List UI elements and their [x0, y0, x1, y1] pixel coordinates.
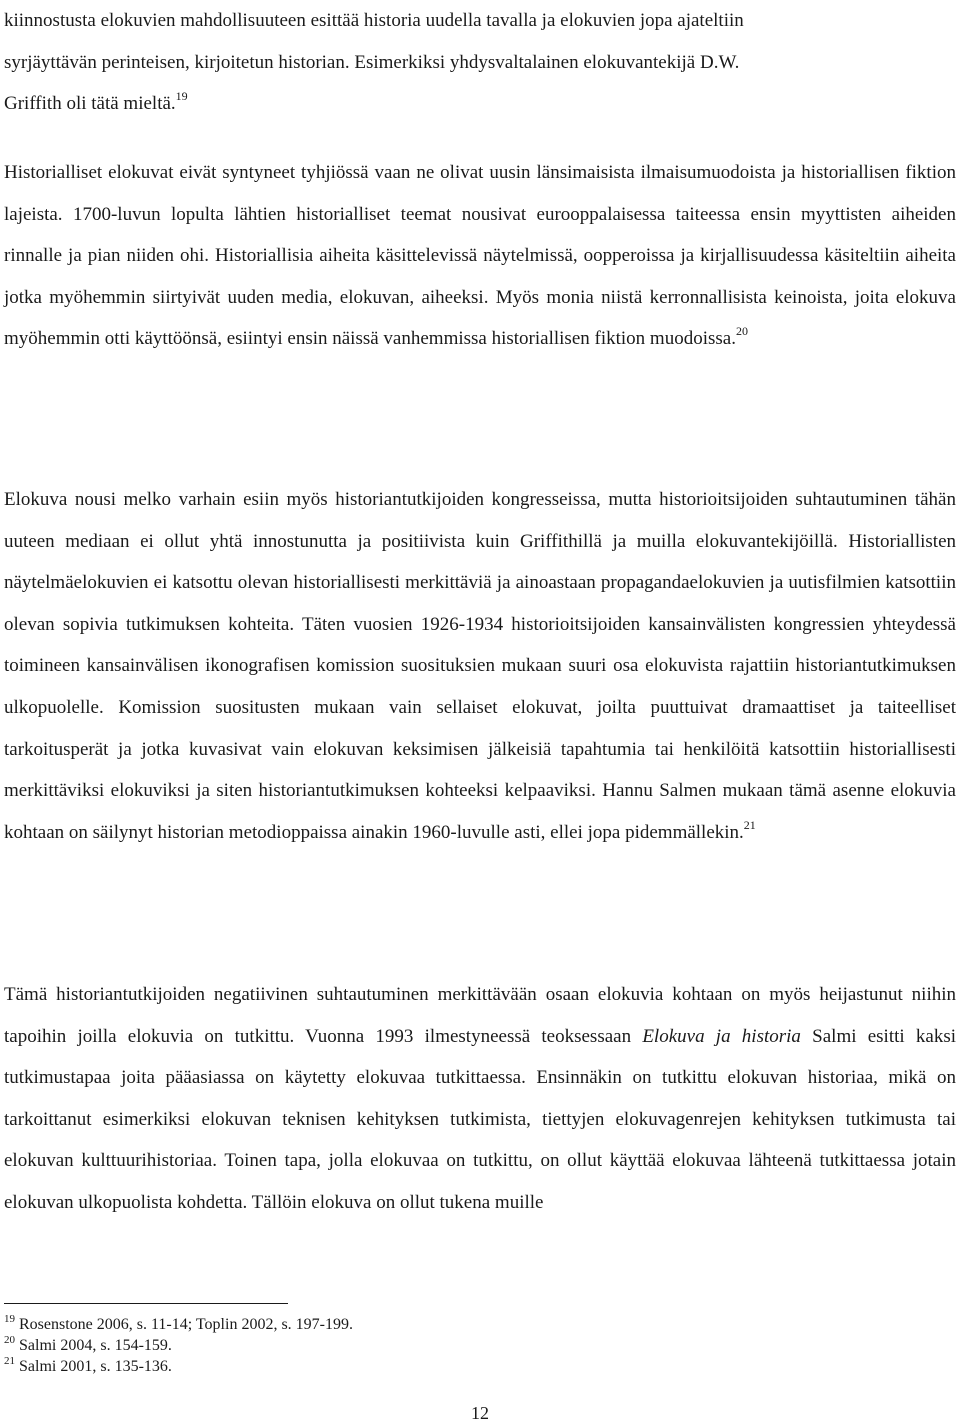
paragraph-3	[4, 479, 956, 853]
footnote-text: Rosenstone 2006, s. 11-14; Toplin 2002, s. 197-199.	[19, 1316, 353, 1333]
page-number: 12	[471, 1403, 489, 1423]
footnote-ref-21: 21	[743, 817, 756, 832]
paragraph-4	[4, 974, 956, 1224]
paragraph-4-text-after-title: Salmi esitti kaksi tutkimustapaa joita pääasiassa on käytetty elokuvaa tutkittaessa. Ensinnäkin on tutkittu elokuvan historiaa, mikä on tarkoittanut esimerkiksi elokuvan teknisen kehityksen tutkimista, tiettyjen elokuvagenrejen kehityksen tutkimusta tai elokuvan kulttuurihistoriaa. Toinen tapa, jolla elokuvaa on tutkittu, on ollut käyttää elokuvaa lähteenä tutkittaessa jotain elokuvan ulkopuolista kohdetta. Tällöin elokuva on ollut tukena muille	[4, 1025, 957, 1213]
paragraph-3-text: Elokuva nousi melko varhain esiin myös historiantutkijoiden kongresseissa, mutta historioitsijoiden suhtautuminen tähän uuteen mediaan ei ollut yhtä innostunutta ja positiivista kuin Griffithillä ja muilla elokuvantekijöillä. Historiallisten näytelmäelokuvien ei katsottu olevan historiallisesti merkittäviä ja ainoastaan propagandaelokuvien ja uutisfilmien katsottiin olevan sopivia tutkimuksen kohteita. Täten vuosien 1926-1934 historioitsijoiden kansainvälisten kongressien yhteydessä toimineen kansainvälisen ikonografisen komission suosituksien mukaan suuri osa elokuvista rajattiin historiantutkimuksen ulkopuolelle. Komission suositusten mukaan vain sellaiset elokuvat, joilta puuttuivat dramaattiset ja taiteelliset tarkoitusperät ja jotka kuvasivat vain elokuvan keksimisen jälkeisiä tapahtumia tai henkilöitä katsottiin historiallisesti merkittäviksi elokuviksi ja siten historiantutkimuksen kohteeksi kelpaaviksi. Hannu Salmen mukaan tämä asenne elokuvia kohtaan on säilynyt historian metodioppaissa ainakin 1960-luvulle asti, ellei jopa pidemmällekin.	[4, 489, 956, 843]
footnote-21	[4, 1356, 704, 1377]
paragraph-4-text-before-title: Tämä historiantutkijoiden negatiivinen suhtautuminen merkittävään osaan elokuvia kohtaan on myös heijastunut niihin tapoihin joilla elokuvia on tutkittu. Vuonna 1993 ilmestyneessä teoksessaan	[4, 984, 956, 1047]
footnote-ref-20: 20	[735, 324, 748, 339]
footnote-number: 21	[4, 1355, 15, 1367]
footnote-ref-19: 19	[175, 89, 188, 104]
paragraph-1-line-2: syrjäyttävän perinteisen, kirjoitetun historian. Esimerkiksi yhdysvaltalainen elokuvantekijä D.W.	[4, 51, 740, 73]
book-title: Elokuva ja historia	[642, 1025, 801, 1047]
footnote-19	[4, 1314, 704, 1335]
footnote-separator	[4, 1303, 288, 1304]
footnotes	[4, 1314, 704, 1377]
paragraph-1	[4, 0, 956, 125]
footnote-number: 20	[4, 1334, 15, 1346]
paragraph-2-text: Historialliset elokuvat eivät syntyneet tyhjiössä vaan ne olivat uusin länsimaisista ilmaisumuodoista ja historiallisen fiktion lajeista. 1700-luvun lopulta lähtien historialliset teemat nousivat eurooppalaisessa taiteessa ensin myyttisten aiheiden rinnalle ja pian niiden ohi. Historiallisia aiheita käsittelevissä näytelmissä, oopperoissa ja kirjallisuudessa käsiteltiin aiheita jotka myöhemmin siirtyivät uuden media, elokuvan, aiheeksi. Myös monia niistä kerronnallisista keinoista, joita elokuva myöhemmin otti käyttöönsä, esiintyi ensin näissä vanhemmissa historiallisen fiktion muodoissa.	[4, 162, 956, 350]
paragraph-2	[4, 152, 956, 360]
footnote-text: Salmi 2004, s. 154-159.	[19, 1337, 172, 1354]
footnote-text: Salmi 2001, s. 135-136.	[19, 1358, 172, 1375]
footnote-number: 19	[4, 1313, 15, 1325]
paragraph-1-line-1: kiinnostusta elokuvien mahdollisuuteen esittää historia uudella tavalla ja elokuvien jopa ajateltiin	[4, 10, 744, 31]
footnote-20	[4, 1335, 704, 1356]
paragraph-1-line-3: Griffith oli tätä mieltä.	[4, 93, 176, 115]
